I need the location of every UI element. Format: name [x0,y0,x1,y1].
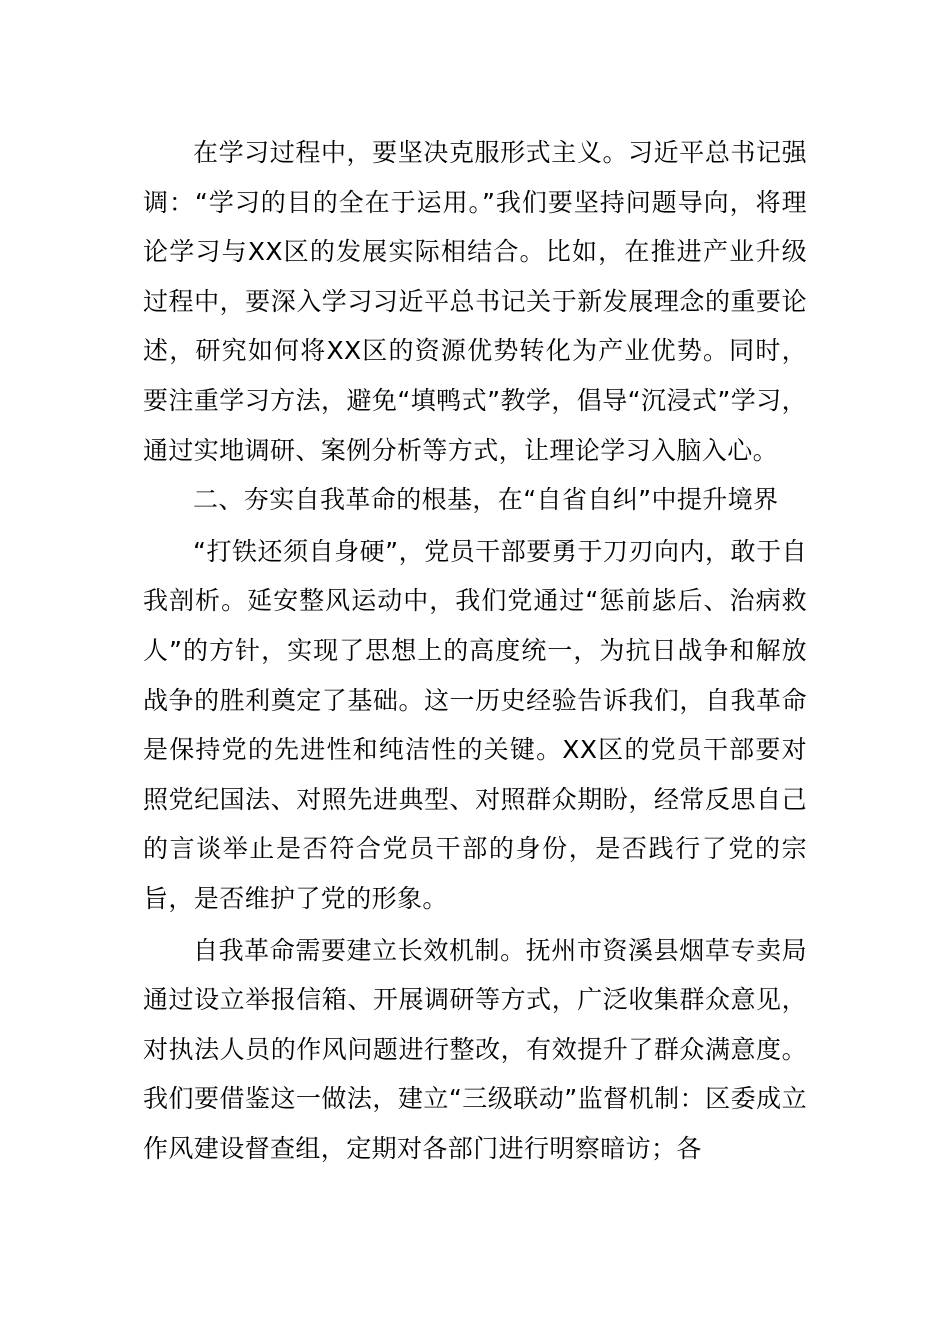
section-heading-self-revolution: 二、夯实自我革命的根基，在“自省自纠”中提升境界 [193,485,779,515]
document-body [143,128,807,1173]
paragraph-long-term-mechanism: 自我革命需要建立长效机制。抚州市资溪县烟草专卖局通过设立举报信箱、开展调研等方式，广泛收集群众意见，对执法人员的作风问题进行整改，有效提升了群众满意度。我们要借鉴这一做法，建立“三级联动”监督机制：区委成立作风建设督查组，定期对各部门进行明察暗访；各 [143,935,807,1163]
paragraph-self-revolution: “打铁还须自身硬”，党员干部要勇于刀刃向内，敢于自我剖析。延安整风运动中，我们党通过“惩前毖后、治病救人”的方针，实现了思想上的高度统一，为抗日战争和解放战争的胜利奠定了基础。这一历史经验告诉我们，自我革命是保持党的先进性和纯洁性的关键。XX区的党员干部要对照党纪国法、对照先进典型、对照群众期盼，经常反思自己的言谈举止是否符合党员干部的身份，是否践行了党的宗旨，是否维护了党的形象。 [143,536,807,913]
paragraph-study-formalism: 在学习过程中，要坚决克服形式主义。习近平总书记强调：“学习的目的全在于运用。”我们要坚持问题导向，将理论学习与XX区的发展实际相结合。比如，在推进产业升级过程中，要深入学习习近平总书记关于新发展理念的重要论述，研究如何将XX区的资源优势转化为产业优势。同时，要注重学习方法，避免“填鸭式”教学，倡导“沉浸式”学习，通过实地调研、案例分析等方式，让理论学习入脑入心。 [143,138,807,465]
